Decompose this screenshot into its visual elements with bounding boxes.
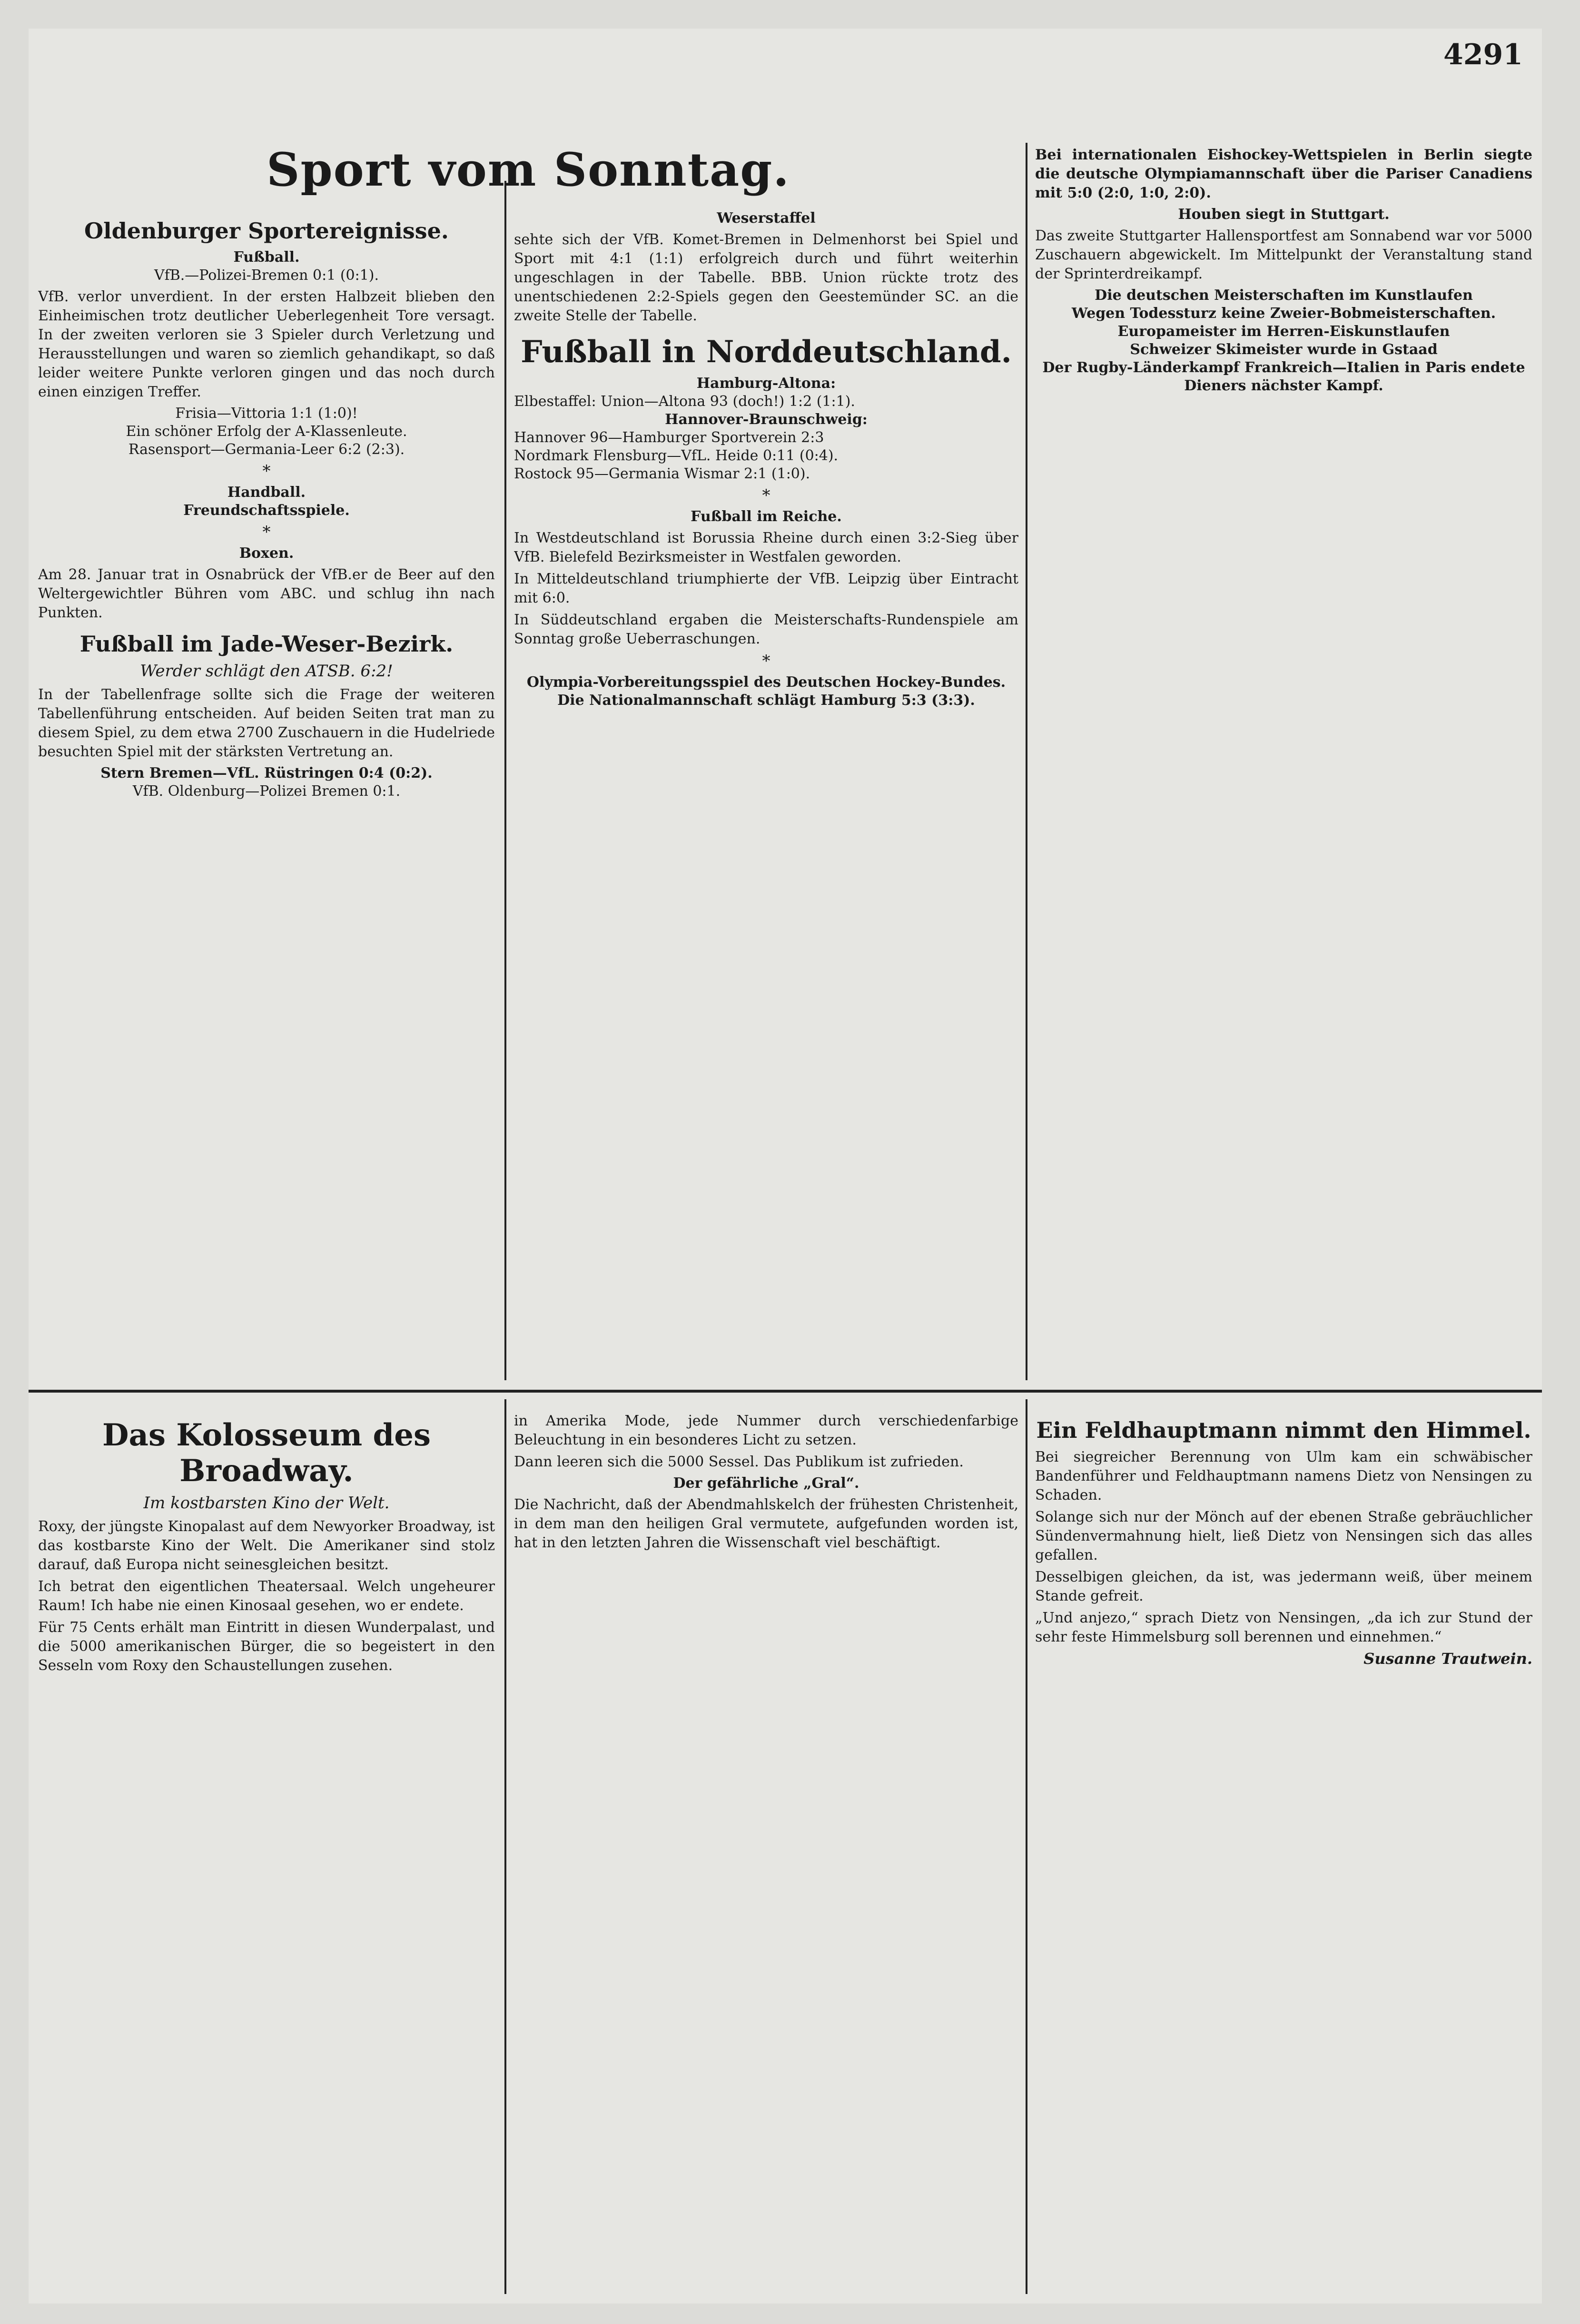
paragraph: In Westdeutschland ist Borussia Rheine durch einen 3:2-Sieg über VfB. Bielefeld Bezirksmeister in Westfalen geworden.: [514, 530, 1018, 565]
subheading: Weserstaffel: [717, 210, 816, 227]
paragraph: Desselbigen gleichen, da ist, was jedermann weiß, über meinem Stande gefreit.: [1035, 1569, 1532, 1604]
paragraph: Roxy, der jüngste Kinopalast auf dem Newyorker Broadway, ist das kostbarste Kino der Welt. Die Amerikaner sind stolz darauf, daß Europa nicht seinesgleichen besitzt.: [38, 1518, 495, 1573]
paragraph: sehte sich der VfB. Komet-Bremen in Delmenhorst bei Spiel und Sport mit 4:1 (1:1) erfolgreich durch und führt weiterhin ungeschlagen in der Tabelle. BBB. Union rückte trotz des unentschiedenen 2:2-Spiels gegen den Geestemünder SC. an die zweite Stelle der Tabelle.: [514, 231, 1018, 324]
result: VfB. Oldenburg—Polizei Bremen 0:1.: [132, 783, 401, 800]
column-norddeutschland: [514, 209, 1018, 1380]
subheading: Europameister im Herren-Eiskunstlaufen: [1117, 323, 1450, 340]
column-rule: [504, 181, 506, 1380]
column-rule: [1026, 1399, 1027, 2294]
section-heading: Oldenburger Sportereignisse.: [84, 218, 449, 244]
asterisk-divider: *: [262, 523, 271, 542]
subheading: Fußball.: [233, 249, 300, 266]
title-area: [38, 143, 1018, 197]
subheading: Fußball im Reiche.: [691, 508, 842, 525]
subheading: Schweizer Skimeister wurde in Gstaad: [1130, 341, 1438, 358]
subheading: Die deutschen Meisterschaften im Kunstlaufen: [1095, 287, 1473, 304]
page-title: Sport vom Sonntag.: [267, 143, 790, 197]
subheading: Hannover-Braunschweig:: [665, 411, 868, 428]
paragraph: Am 28. Januar trat in Osnabrück der VfB.er de Beer auf den Weltergewichtler Bühren vom ABC. und schlug ihn nach Punkten.: [38, 566, 495, 621]
subheading: Werder schlägt den ATSB. 6:2!: [140, 662, 393, 681]
paragraph: Ich betrat den eigentlichen Theatersaal. Welch ungeheurer Raum! Ich habe nie einen Kinosaal gesehen, wo er endete.: [38, 1578, 495, 1614]
paragraph: in Amerika Mode, jede Nummer durch verschiedenfarbige Beleuchtung in ein besonderes Licht zu setzen.: [514, 1413, 1018, 1448]
subheading: Wegen Todessturz keine Zweier-Bobmeisterschaften.: [1071, 305, 1496, 322]
paragraph: VfB. verlor unverdient. In der ersten Halbzeit blieben den Einheimischen trotz deutlicher Ueberlegenheit Tore versagt. In der zweiten verloren sie 3 Spieler durch Verletzung und Herausstellungen und waren so ziemlich gehandikapt, so daß leider weitere Punkte verloren gingen und das noch durch einen einzigen Treffer.: [38, 288, 495, 400]
subheading: Handball.: [227, 484, 306, 501]
paragraph: Bei siegreicher Berennung von Ulm kam ein schwäbischer Bandenführer und Feldhauptmann namens Dietz von Nensingen zu Schaden.: [1035, 1449, 1532, 1503]
paragraph: In der Tabellenfrage sollte sich die Frage der weiteren Tabellenführung entscheiden. Auf beiden Seiten trat man zu diesem Spiel, zu dem etwa 2700 Zuschauern in die Hudelriede besuchten Spiel mit der stärksten Vertretung an.: [38, 686, 495, 760]
subheading: Houben siegt in Stuttgart.: [1178, 206, 1390, 223]
paragraph: Bei internationalen Eishockey-Wettspielen in Berlin siegte die deutsche Olympiamannschaft über die Pariser Canadiens mit 5:0 (2:0, 1:0, 2:0).: [1035, 147, 1532, 201]
author-signature: Susanne Trautwein.: [1363, 1650, 1532, 1668]
section-heading: Fußball im Jade-Weser-Bezirk.: [79, 631, 454, 657]
paragraph: Das zweite Stuttgarter Hallensportfest am Sonnabend war vor 5000 Zuschauern abgewickelt. Im Mittelpunkt der Veranstaltung stand der Sprinterdreikampf.: [1035, 227, 1532, 282]
page-number: 4291: [1443, 38, 1523, 71]
result: Rasensport—Germania-Leer 6:2 (2:3).: [128, 441, 405, 458]
paragraph: In Mitteldeutschland triumphierte der VfB. Leipzig über Eintracht mit 6:0.: [514, 571, 1018, 606]
subheading: Die Nationalmannschaft schlägt Hamburg 5:3 (3:3).: [557, 692, 975, 709]
result: Ein schöner Erfolg der A-Klassenleute.: [126, 423, 407, 440]
paragraph: Die Nachricht, daß der Abendmahlskelch der frühesten Christenheit, in dem man den heiligen Gral vermutete, aufgefunden worden ist, hat in den letzten Jahren die Wissenschaft viel beschäftigt.: [514, 1496, 1018, 1551]
subheading: Der Rugby-Länderkampf Frankreich—Italien in Paris endete: [1042, 359, 1525, 376]
subheading: Im kostbarsten Kino der Welt.: [143, 1493, 390, 1513]
paragraph: Solange sich nur der Mönch auf der ebenen Straße gebräuchlicher Sündenvermahnung hielt, ließ Dietz von Nensingen sich das alles gefallen.: [1035, 1509, 1532, 1563]
paragraph: In Süddeutschland ergaben die Meisterschafts-Rundenspiele am Sonntag große Ueberraschungen.: [514, 612, 1018, 647]
asterisk-divider: *: [762, 652, 770, 671]
result: Hannover 96—Hamburger Sportverein 2:3: [514, 429, 824, 446]
column-rule: [504, 1399, 506, 2294]
subheading: Boxen.: [239, 545, 294, 562]
result: Frisia—Vittoria 1:1 (1:0)!: [175, 405, 358, 422]
subheading: Dieners nächster Kampf.: [1184, 377, 1383, 394]
asterisk-divider: *: [762, 486, 770, 505]
subheading: Olympia-Vorbereitungsspiel des Deutschen Hockey-Bundes.: [526, 674, 1006, 691]
result: Nordmark Flensburg—VfL. Heide 0:11 (0:4).: [514, 447, 839, 464]
paragraph: „Und anjezo,“ sprach Dietz von Nensingen, „da ich zur Stund der sehr feste Himmelsburg soll berennen und einnehmen.“: [1035, 1610, 1532, 1645]
column-gral: [514, 1409, 1018, 2294]
subheading: Der gefährliche „Gral“.: [673, 1475, 859, 1492]
column-feldhauptmann: [1035, 1409, 1532, 2294]
paragraph: Dann leeren sich die 5000 Sessel. Das Publikum ist zufrieden.: [514, 1454, 964, 1470]
result: Stern Bremen—VfL. Rüstringen 0:4 (0:2).: [100, 765, 433, 781]
section-heading: Fußball in Norddeutschland.: [521, 334, 1012, 370]
section-divider: [29, 1390, 1542, 1393]
subheading: Freundschaftsspiele.: [183, 502, 350, 519]
paragraph: Für 75 Cents erhält man Eintritt in diesen Wunderpalast, und die 5000 amerikanischen Bürger, die so begeistert in den Sesseln vom Roxy den Schaustellungen zusehen.: [38, 1619, 495, 1674]
section-heading: Ein Feldhauptmann nimmt den Himmel.: [1036, 1417, 1531, 1443]
result: Rostock 95—Germania Wismar 2:1 (1:0).: [514, 465, 810, 482]
column-rule: [1026, 143, 1027, 1380]
result: VfB.—Polizei-Bremen 0:1 (0:1).: [154, 267, 379, 284]
subheading: Hamburg-Altona:: [696, 375, 836, 392]
newspaper-page: [29, 29, 1542, 2304]
column-kolosseum: [38, 1409, 495, 2294]
result: Elbestaffel: Union—Altona 93 (doch!) 1:2 (1:1).: [514, 393, 855, 410]
asterisk-divider: *: [262, 462, 271, 481]
section-heading: Das Kolosseum des Broadway.: [102, 1417, 431, 1489]
column-oldenburg: [38, 209, 495, 1380]
column-wintersport: [1035, 143, 1532, 1380]
